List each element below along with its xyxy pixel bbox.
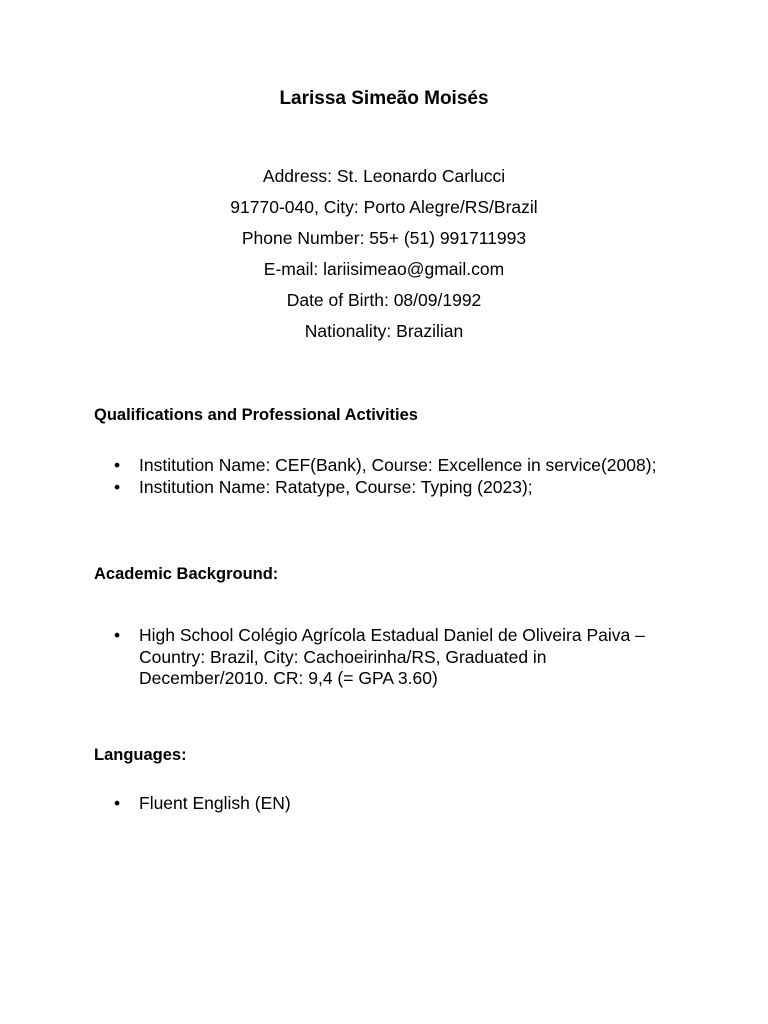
phone-line: Phone Number: 55+ (51) 991711993 <box>241 228 527 248</box>
email-line: E-mail: lariisimeao@gmail.com <box>263 259 505 279</box>
academic-list <box>94 625 694 690</box>
qualifications-list <box>94 455 694 498</box>
languages-list <box>94 793 694 815</box>
bullet-icon: • <box>114 455 121 475</box>
list-item <box>94 625 694 690</box>
list-item <box>94 793 694 815</box>
list-item-text: Institution Name: CEF(Bank), Course: Excellence in service(2008); <box>139 455 657 475</box>
languages-heading: Languages: <box>94 746 187 764</box>
list-item-line: High School Colégio Agrícola Estadual Daniel de Oliveira Paiva – <box>139 625 645 645</box>
address-line: Address: St. Leonardo Carlucci <box>262 166 506 186</box>
list-item-line: Country: Brazil, City: Cachoeirinha/RS, Graduated in <box>139 646 547 667</box>
bullet-icon: • <box>114 625 121 645</box>
birth-line: Date of Birth: 08/09/1992 <box>286 290 482 310</box>
list-item-line: December/2010. CR: 9,4 (= GPA 3.60) <box>139 668 438 688</box>
nationality-line: Nationality: Brazilian <box>304 321 464 341</box>
contact-block <box>0 164 768 350</box>
list-item-text: Institution Name: Ratatype, Course: Typing (2023); <box>139 476 533 497</box>
academic-heading: Academic Background: <box>94 565 279 583</box>
qualifications-heading: Qualifications and Professional Activities <box>94 406 418 424</box>
bullet-icon: • <box>114 476 121 497</box>
city-line: 91770-040, City: Porto Alegre/RS/Brazil <box>230 197 538 217</box>
bullet-icon: • <box>114 793 121 813</box>
list-item-text: Fluent English (EN) <box>139 793 291 813</box>
resume-name: Larissa Simeão Moisés <box>279 88 489 109</box>
list-item <box>94 477 694 499</box>
list-item <box>94 455 694 477</box>
